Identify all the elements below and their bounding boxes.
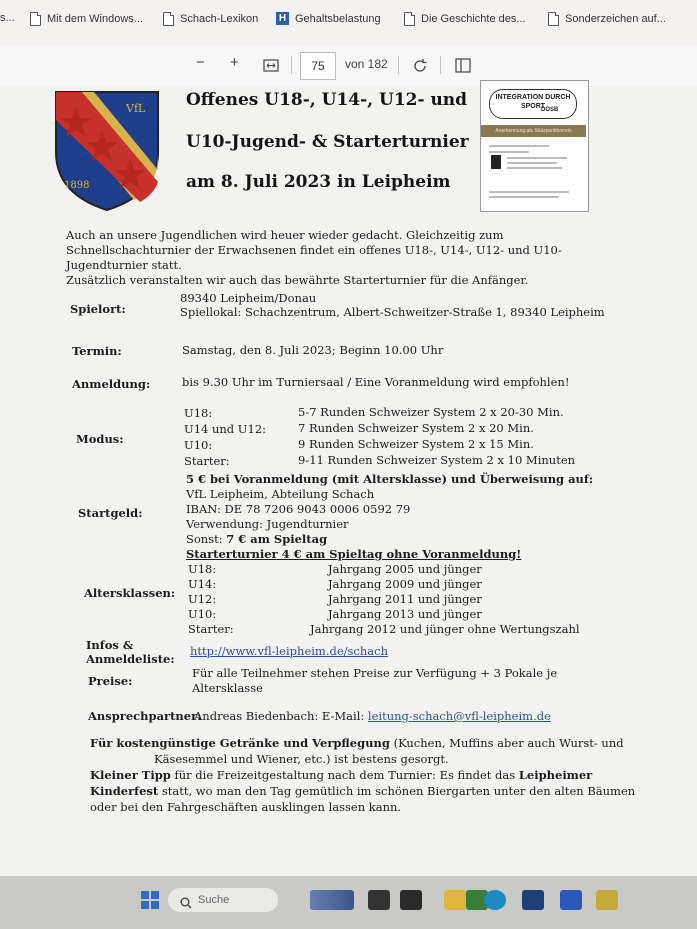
startgeld-iban: IBAN: DE 78 7206 9043 0006 0592 79 (186, 502, 411, 516)
app-icon[interactable] (560, 890, 582, 910)
altersklasse-group: Starter: (188, 622, 234, 636)
contact-email-link[interactable]: leitung-schach@vfl-leipheim.de (367, 709, 551, 723)
taskbar (0, 876, 697, 929)
tipp-bold: Kleiner Tipp (90, 768, 171, 782)
tipp-rest: für die Freizeitgestaltung nach dem Turnier: Es findet das (170, 768, 519, 782)
startgeld-sonst-prefix: Sonst: (186, 532, 227, 546)
altersklasse-desc: Jahrgang 2011 und jünger (328, 592, 482, 606)
bookmark-item[interactable] (30, 12, 143, 26)
infos-link[interactable]: http://www.vfl-leipheim.de/schach (190, 644, 388, 658)
preise-line: Altersklasse (192, 681, 263, 695)
app-icon[interactable] (596, 890, 618, 910)
ansprechpartner-contact (194, 709, 551, 723)
tipp-line (90, 768, 592, 782)
spielort-label: Spielort: (70, 302, 126, 316)
logo-org: DOSB (541, 107, 559, 113)
modus-desc: 5-7 Runden Schweizer System 2 x 20-30 Min. (298, 405, 564, 419)
bookmark-item[interactable] (404, 12, 526, 26)
tipp-line (90, 784, 635, 798)
modus-desc: 9-11 Runden Schweizer System 2 x 10 Minuten (298, 453, 576, 467)
club-crest (54, 90, 162, 216)
infos-label: Infos & (86, 638, 134, 652)
fit-page-icon[interactable] (263, 59, 279, 75)
rotate-icon[interactable] (412, 58, 428, 76)
pdf-page (0, 86, 697, 876)
edge-icon[interactable] (484, 890, 506, 910)
bookmark-item[interactable] (0, 12, 15, 24)
preise-label: Preise: (88, 674, 133, 688)
ansprechpartner-label: Ansprechpartner: (88, 709, 202, 723)
toolbar-divider (291, 56, 292, 74)
document-icon (548, 12, 559, 26)
bookmark-label: Mit dem Windows... (47, 13, 143, 25)
infos-label: Anmeldeliste: (86, 652, 175, 666)
verpflegung-bold: Für kostengünstige Getränke und Verpflegung (90, 736, 390, 750)
verpflegung-line (90, 736, 624, 750)
termin-label: Termin: (72, 344, 122, 358)
bookmark-label: Sonderzeichen auf... (565, 13, 666, 25)
anmeldung-value: bis 9.30 Uhr im Turniersaal / Eine Voranmeldung wird empfohlen! (182, 375, 570, 389)
ansprechpartner-name: Andreas Biedenbach: E-Mail: (194, 709, 368, 723)
title-line-3: am 8. Juli 2023 in Leipheim (186, 172, 451, 192)
altersklasse-desc: Jahrgang 2005 und jünger (328, 562, 482, 576)
startgeld-label: Startgeld: (78, 506, 143, 520)
altersklasse-desc: Jahrgang 2012 und jünger ohne Wertungszahl (310, 622, 580, 636)
anmeldung-label: Anmeldung: (72, 377, 151, 391)
modus-desc: 7 Runden Schweizer System 2 x 20 Min. (298, 421, 534, 435)
toolbar-divider (440, 56, 441, 74)
document-icon (30, 12, 41, 26)
crest-top-text: VfL (126, 102, 146, 115)
modus-group: U14 und U12: (184, 422, 267, 436)
startgeld-line: 5 € bei Voranmeldung (mit Altersklasse) und Überweisung auf: (186, 472, 594, 486)
widgets-icon[interactable] (310, 890, 354, 910)
altersklasse-group: U18: (188, 562, 217, 576)
taskbar-search[interactable] (168, 888, 278, 912)
intro-line: Auch an unsere Jugendlichen wird heuer wieder gedacht. Gleichzeitig zum (66, 228, 504, 242)
app-icon[interactable] (522, 890, 544, 910)
starter-fee-note: Starterturnier 4 € am Spieltag ohne Voranmeldung! (186, 547, 522, 561)
zoom-in-button[interactable]: + (230, 54, 239, 71)
eagle-icon (491, 155, 501, 169)
modus-group: U18: (184, 406, 213, 420)
altersklasse-group: U12: (188, 592, 217, 606)
verpflegung-rest: (Kuchen, Muffins aber auch Wurst- und (389, 736, 624, 750)
task-view-icon[interactable] (368, 890, 390, 910)
file-explorer-icon[interactable] (444, 890, 466, 910)
pdf-toolbar (0, 46, 697, 87)
bookmarks-bar (0, 0, 697, 47)
bookmark-label: Die Geschichte des... (421, 13, 526, 25)
tipp-bold-2: Leipheimer (518, 768, 593, 782)
page-number-input[interactable]: 75 (300, 52, 336, 80)
bookmark-item[interactable] (276, 12, 381, 25)
app-icon[interactable] (400, 890, 422, 910)
page-count: von 182 (345, 57, 388, 71)
logo-title: INTEGRATION DURCH SPORT (489, 89, 577, 119)
search-label: Suche (198, 894, 230, 906)
bookmark-label: Gehaltsbelastung (295, 12, 381, 25)
windows-start-icon[interactable] (140, 890, 160, 914)
h-icon: H (276, 12, 289, 25)
modus-group: Starter: (184, 454, 230, 468)
bookmark-item[interactable] (163, 12, 258, 26)
bookmark-label: s... (0, 12, 15, 24)
tipp-line2-rest: statt, wo man den Tag gemütlich im schönen Biergarten unter den alten Bäumen (158, 784, 636, 798)
verpflegung-line: Käsesemmel und Wiener, etc.) ist bestens gesorgt. (154, 752, 449, 766)
kinderfest-bold: Kinderfest (90, 784, 159, 798)
modus-label: Modus: (76, 432, 124, 446)
spielort-venue: Spiellokal: Schachzentrum, Albert-Schweitzer-Straße 1, 89340 Leipheim (180, 305, 605, 319)
modus-desc: 9 Runden Schweizer System 2 x 15 Min. (298, 437, 534, 451)
termin-value: Samstag, den 8. Juli 2023; Beginn 10.00 Uhr (182, 343, 444, 357)
page-view-icon[interactable] (455, 58, 471, 76)
altersklasse-desc: Jahrgang 2009 und jünger (328, 577, 482, 591)
startgeld-sonst-amount: 7 € am Spieltag (226, 532, 328, 546)
spielort-city: 89340 Leipheim/Donau (180, 291, 317, 305)
preise-line: Für alle Teilnehmer stehen Preise zur Verfügung + 3 Pokale je (192, 666, 558, 680)
tipp-line: oder bei den Fahrgeschäften ausklingen lassen kann. (90, 800, 402, 814)
intro-line: Schnellschachturnier der Erwachsenen findet ein offenes U18-, U14-, U12- und U10- (66, 243, 562, 257)
startgeld-line: VfL Leipheim, Abteilung Schach (186, 487, 375, 501)
startgeld-line: Verwendung: Jugendturnier (186, 517, 349, 531)
title-line-2: U10-Jugend- & Starterturnier (186, 132, 469, 152)
startgeld-sonst (186, 532, 327, 546)
zoom-out-button[interactable]: − (196, 54, 205, 71)
toolbar-divider (398, 56, 399, 74)
bookmark-label: Schach-Lexikon (180, 13, 259, 25)
modus-group: U10: (184, 438, 213, 452)
logo-band: Anerkennung als Stützpunktverein (481, 125, 586, 137)
intro-line: Zusätzlich veranstalten wir auch das bewährte Starterturnier für die Anfänger. (66, 273, 529, 287)
search-icon (180, 894, 192, 918)
altersklassen-label: Altersklassen: (84, 586, 176, 600)
title-line-1: Offenes U18-, U14-, U12- und (186, 90, 468, 110)
bookmark-item[interactable] (548, 12, 666, 26)
document-icon (404, 12, 415, 26)
document-icon (163, 12, 174, 26)
intro-line: Jugendturnier statt. (66, 258, 182, 272)
altersklasse-desc: Jahrgang 2013 und jünger (328, 607, 482, 621)
crest-year-text: 1898 (64, 180, 90, 191)
integration-logo (480, 80, 589, 212)
altersklasse-group: U10: (188, 607, 217, 621)
altersklasse-group: U14: (188, 577, 217, 591)
